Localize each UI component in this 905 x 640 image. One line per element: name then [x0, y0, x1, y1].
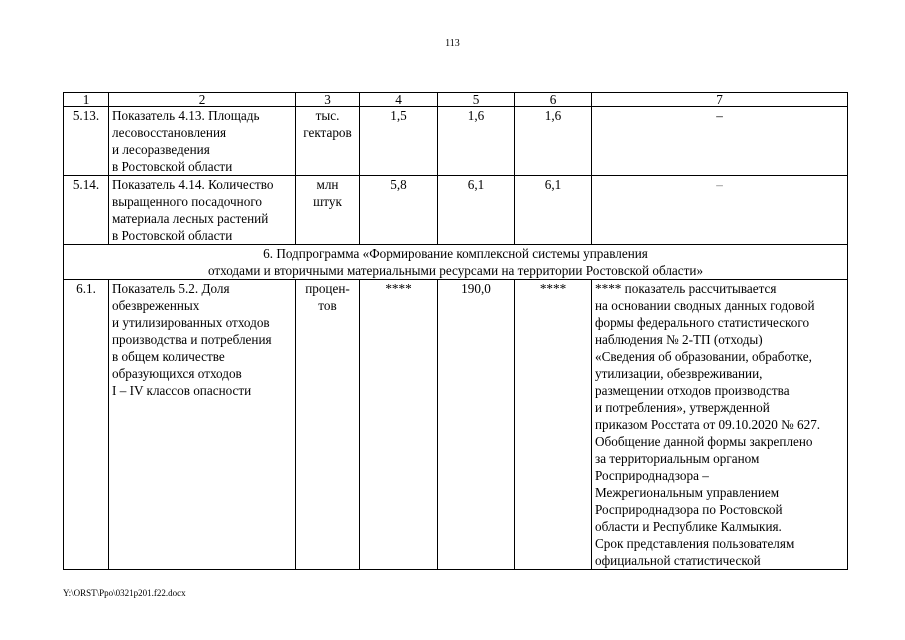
column-number: 5: [438, 93, 515, 107]
subprogram-title: 6. Подпрограмма «Формирование комплексной системы управления отходами и вторичными материальными ресурсами на территории Ростовской области»: [64, 245, 848, 280]
footer-file-path: Y:\ORST\Ppo\0321p201.f22.docx: [63, 588, 186, 598]
subprogram-row: [64, 245, 848, 280]
unit-cell: процен- тов: [296, 280, 360, 570]
column-number: 3: [296, 93, 360, 107]
column-number: 1: [64, 93, 109, 107]
value-cell: 6,1: [438, 176, 515, 245]
indicator-name: Показатель 4.13. Площадь лесовосстановления и лесоразведения в Ростовской области: [109, 107, 296, 176]
unit-cell: млн штук: [296, 176, 360, 245]
indicator-name: Показатель 4.14. Количество выращенного посадочного материала лесных растений в Ростовской области: [109, 176, 296, 245]
unit-cell: тыс. гектаров: [296, 107, 360, 176]
column-number: 4: [360, 93, 438, 107]
value-cell: 1,5: [360, 107, 438, 176]
value-cell: 190,0: [438, 280, 515, 570]
note-cell: **** показатель рассчитывается на основании сводных данных годовой формы федерального статистического наблюдения № 2-ТП (отходы) «Сведения об образовании, обработке, утилизации, обезвреживании, размещении отходов производства и потребления», утвержденной приказом Росстата от 09.10.2020 № 627. Обобщение данной формы закреплено за территориальным органом Росприроднадзора – Межрегиональным управлением Росприроднадзора по Ростовской области и Республике Калмыкия. Срок представления пользователям официальной статистической: [592, 280, 848, 570]
value-cell: 5,8: [360, 176, 438, 245]
column-number: 6: [515, 93, 592, 107]
note-cell: –: [592, 176, 848, 245]
row-number: 5.13.: [64, 107, 109, 176]
indicators-table: [63, 92, 848, 570]
column-number: 2: [109, 93, 296, 107]
row-number: 5.14.: [64, 176, 109, 245]
column-number-row: [64, 93, 848, 107]
indicator-name: Показатель 5.2. Доля обезвреженных и утилизированных отходов производства и потребления в общем количестве образующихся отходов I – IV классов опасности: [109, 280, 296, 570]
value-cell: 1,6: [438, 107, 515, 176]
value-cell: ****: [360, 280, 438, 570]
row-number: 6.1.: [64, 280, 109, 570]
table-row: [64, 107, 848, 176]
column-number: 7: [592, 93, 848, 107]
table-row: [64, 176, 848, 245]
value-cell: 1,6: [515, 107, 592, 176]
page-number: 113: [445, 38, 460, 49]
note-cell: –: [592, 107, 848, 176]
table-row: [64, 280, 848, 570]
value-cell: ****: [515, 280, 592, 570]
value-cell: 6,1: [515, 176, 592, 245]
